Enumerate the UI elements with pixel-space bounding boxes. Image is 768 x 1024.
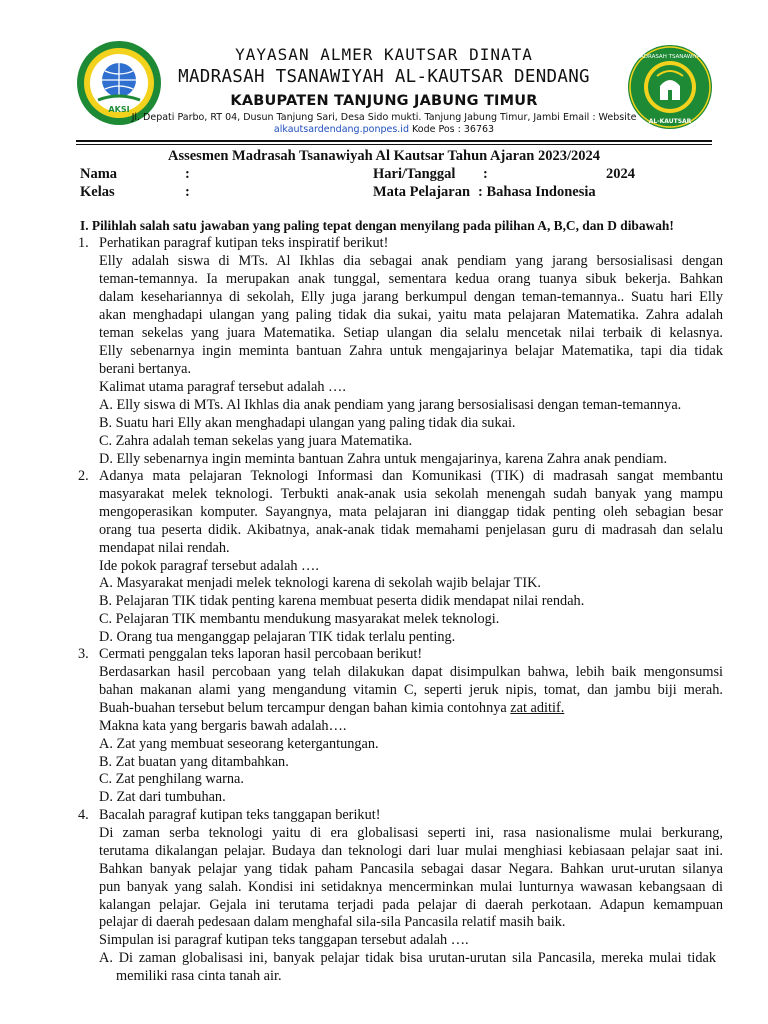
option-d[interactable]: D. Elly sebenarnya ingin meminta bantuan Zahra untuk mengajarinya, karena Zahra anak pendiam. — [99, 451, 668, 467]
passage-line: Elly adalah siswa di MTs. Al Ikhlas dia sebagai anak pendiam yang jarang bersosialisasi dengan — [99, 253, 723, 269]
question-prompt: Perhatikan paragraf kutipan teks inspiratif berikut! — [99, 235, 389, 251]
question-number: 4. — [78, 807, 89, 823]
passage-line: kalangan pelajar. Gejala ini terutama terjadi pada pelajar di daerah perkotaan. Adapun kemampuan — [99, 897, 723, 913]
option-a[interactable]: A. Elly siswa di MTs. Al Ikhlas dia anak pendiam yang jarang bersosialisasi dengan teman-temannya. — [99, 397, 682, 413]
foundation-name: YAYASAN ALMER KAUTSAR DINATA — [235, 45, 533, 64]
website-link[interactable]: alkautsardendang.ponpes.id — [273, 124, 409, 135]
passage-line: mengoperasikan komputer. Sayangnya, mata pelajaran ini dianggap tidak penting oleh sebagian besar — [99, 504, 723, 520]
kelas-label: Kelas — [80, 184, 115, 200]
passage-line: Bahkan banyak pelajar yang tidak paham Pancasila sebagai dasar Negara. Bahkan urut-urutan silanya — [99, 861, 723, 877]
underlined-term: zat aditif. — [510, 700, 565, 716]
school-name: MADRASAH TSANAWIYAH AL-KAUTSAR DENDANG — [178, 67, 590, 87]
question-number: 2. — [78, 468, 89, 484]
option-a[interactable]: A. Zat yang membuat seseorang ketergantungan. — [99, 736, 379, 752]
exam-year: 2024 — [606, 166, 635, 182]
option-b[interactable]: B. Pelajaran TIK tidak penting karena membuat peserta didik mendapat nilai rendah. — [99, 593, 585, 609]
nama-label: Nama — [80, 166, 118, 182]
mapel-value: : Bahasa Indonesia — [478, 184, 596, 200]
option-c[interactable]: C. Pelajaran TIK membantu mendukung masyarakat melek teknologi. — [99, 611, 500, 627]
option-a[interactable]: A. Di zaman globalisasi ini, banyak pelajar tidak bisa urutan-urutan sila Pancasila, mereka mulai tidak — [99, 950, 716, 966]
option-b[interactable]: B. Zat buatan yang ditambahkan. — [99, 754, 289, 770]
passage-line: akan menghadapi ulangan yang paling tidak dia sukai, yaitu mata pelajaran Matematika. Zahra adalah — [99, 307, 723, 323]
letterhead-divider-thin — [76, 144, 712, 145]
option-a-continued[interactable]: memiliki rasa cinta tanah air. — [116, 968, 282, 984]
option-d[interactable]: D. Zat dari tumbuhan. — [99, 789, 226, 805]
question-prompt: Bacalah paragraf kutipan teks tanggapan berikut! — [99, 807, 381, 823]
instruction: I. Pilihlah salah satu jawaban yang paling tepat dengan menyilang pada pilihan A, B,C, dan D dibawah! — [80, 218, 674, 233]
option-d[interactable]: D. Orang tua menganggap pelajaran TIK tidak terlalu penting. — [99, 629, 456, 645]
hari-colon: : — [483, 166, 488, 182]
passage-line: Elly sebenarnya ingin meminta bantuan Zahra untuk mengajarinya belajar Matematika, tapi dia tidak — [99, 343, 723, 359]
option-b[interactable]: B. Suatu hari Elly akan menghadapi ulangan yang paling tidak dia sukai. — [99, 415, 516, 431]
passage-line: terutama dikalangan pelajar. Budaya dan teknologi dari luar mulai menghiasi kebiasaan pelajar saat ini. — [99, 843, 723, 859]
passage-line: Adanya mata pelajaran Teknologi Informasi dan Komunikasi (TIK) di madrasah sangat membantu — [99, 468, 723, 484]
exam-title: Assesmen Madrasah Tsanawiyah Al Kautsar Tahun Ajaran 2023/2024 — [167, 148, 601, 164]
postal-code: Kode Pos : 36763 — [412, 124, 495, 135]
passage-line: bahan makanan alami yang mengandung vitamin C, seperti jeruk nipis, tomat, dan jambu biji merah. — [99, 682, 723, 698]
school-address: Jl. Depati Parbo, RT 04, Dusun Tanjung Sari, Desa Sido mukti. Tanjung Jabung Timur, Jambi Email : Website — [131, 112, 637, 123]
letterhead-divider — [76, 140, 712, 142]
question-text: Kalimat utama paragraf tersebut adalah …. — [99, 379, 346, 395]
passage-line: teman sekelas yang juara Matematika. Setiap ulangan dia selalu mencetak nilai terbaik di kelasnya. — [99, 325, 723, 341]
passage-line: Berdasarkan hasil percobaan yang telah dilakukan dapat disimpulkan bahwa, lebih baik mengonsumsi — [99, 664, 723, 680]
logo-right-text-bottom: AL-KAUTSAR — [648, 118, 692, 125]
question-prompt: Cermati penggalan teks laporan hasil percobaan berikut! — [99, 646, 423, 662]
option-a[interactable]: A. Masyarakat menjadi melek teknologi karena di sekolah wajib belajar TIK. — [99, 575, 541, 591]
passage-text: Buah-buahan tersebut belum tercampur dengan bahan kimia contohnya — [99, 700, 511, 716]
nama-colon: : — [185, 166, 190, 182]
mapel-label: Mata Pelajaran — [373, 184, 471, 200]
passage-line: Di zaman serba teknologi yaitu di era globalisasi seperti ini, rasa nasionalisme mulai berkurang, — [99, 825, 723, 841]
question-text: Ide pokok paragraf tersebut adalah …. — [99, 558, 319, 574]
question-number: 1. — [78, 235, 89, 251]
passage-line: pelajar di daerah pedesaan dalam menghafal sila-sila Pancasila relatif masih baik. — [99, 914, 566, 930]
regency-name: KABUPATEN TANJUNG JABUNG TIMUR — [230, 93, 538, 109]
question-number: 3. — [78, 646, 89, 662]
contact-line — [0, 124, 768, 135]
question-text: Makna kata yang bergaris bawah adalah…. — [99, 718, 347, 734]
passage-line: orang tua peserta didik. Akibatnya, anak-anak tidak memahami penjelasan guru di madrasah dan selalu — [99, 522, 723, 538]
hari-label: Hari/Tanggal — [373, 166, 456, 182]
kelas-colon: : — [185, 184, 190, 200]
passage-line: dalam kesehariannya di sekolah, Elly juga jarang berkumpul dengan teman-temannya.. Suatu hari Elly — [99, 289, 723, 305]
question-text: Simpulan isi paragraf kutipan teks tanggapan tersebut adalah …. — [99, 932, 469, 948]
passage-line: masyarakat melek teknologi. Terbukti anak-anak usia sekolah menengah sudah banyak yang mampu — [99, 486, 723, 502]
passage-line: berani bertanya. — [99, 361, 192, 377]
passage-line — [99, 699, 564, 717]
option-c[interactable]: C. Zahra adalah teman sekelas yang juara Matematika. — [99, 433, 413, 449]
passage-line: mendapat nilai rendah. — [99, 540, 230, 556]
passage-line: pun banyak yang salah. Kondisi ini setidaknya mencerminkan mulai lunturnya wawasan kebangsaan di — [99, 879, 723, 895]
passage-line: teman-temannya. Ia merupakan anak tunggal, sementara kedua orang tuanya sibuk bekerja. Bahkan — [99, 271, 723, 287]
logo-right-text-top: MADRASAH TSANAWIYAH — [635, 54, 705, 60]
logo-left-text: AKSI — [108, 105, 130, 114]
option-c[interactable]: C. Zat penghilang warna. — [99, 771, 244, 787]
